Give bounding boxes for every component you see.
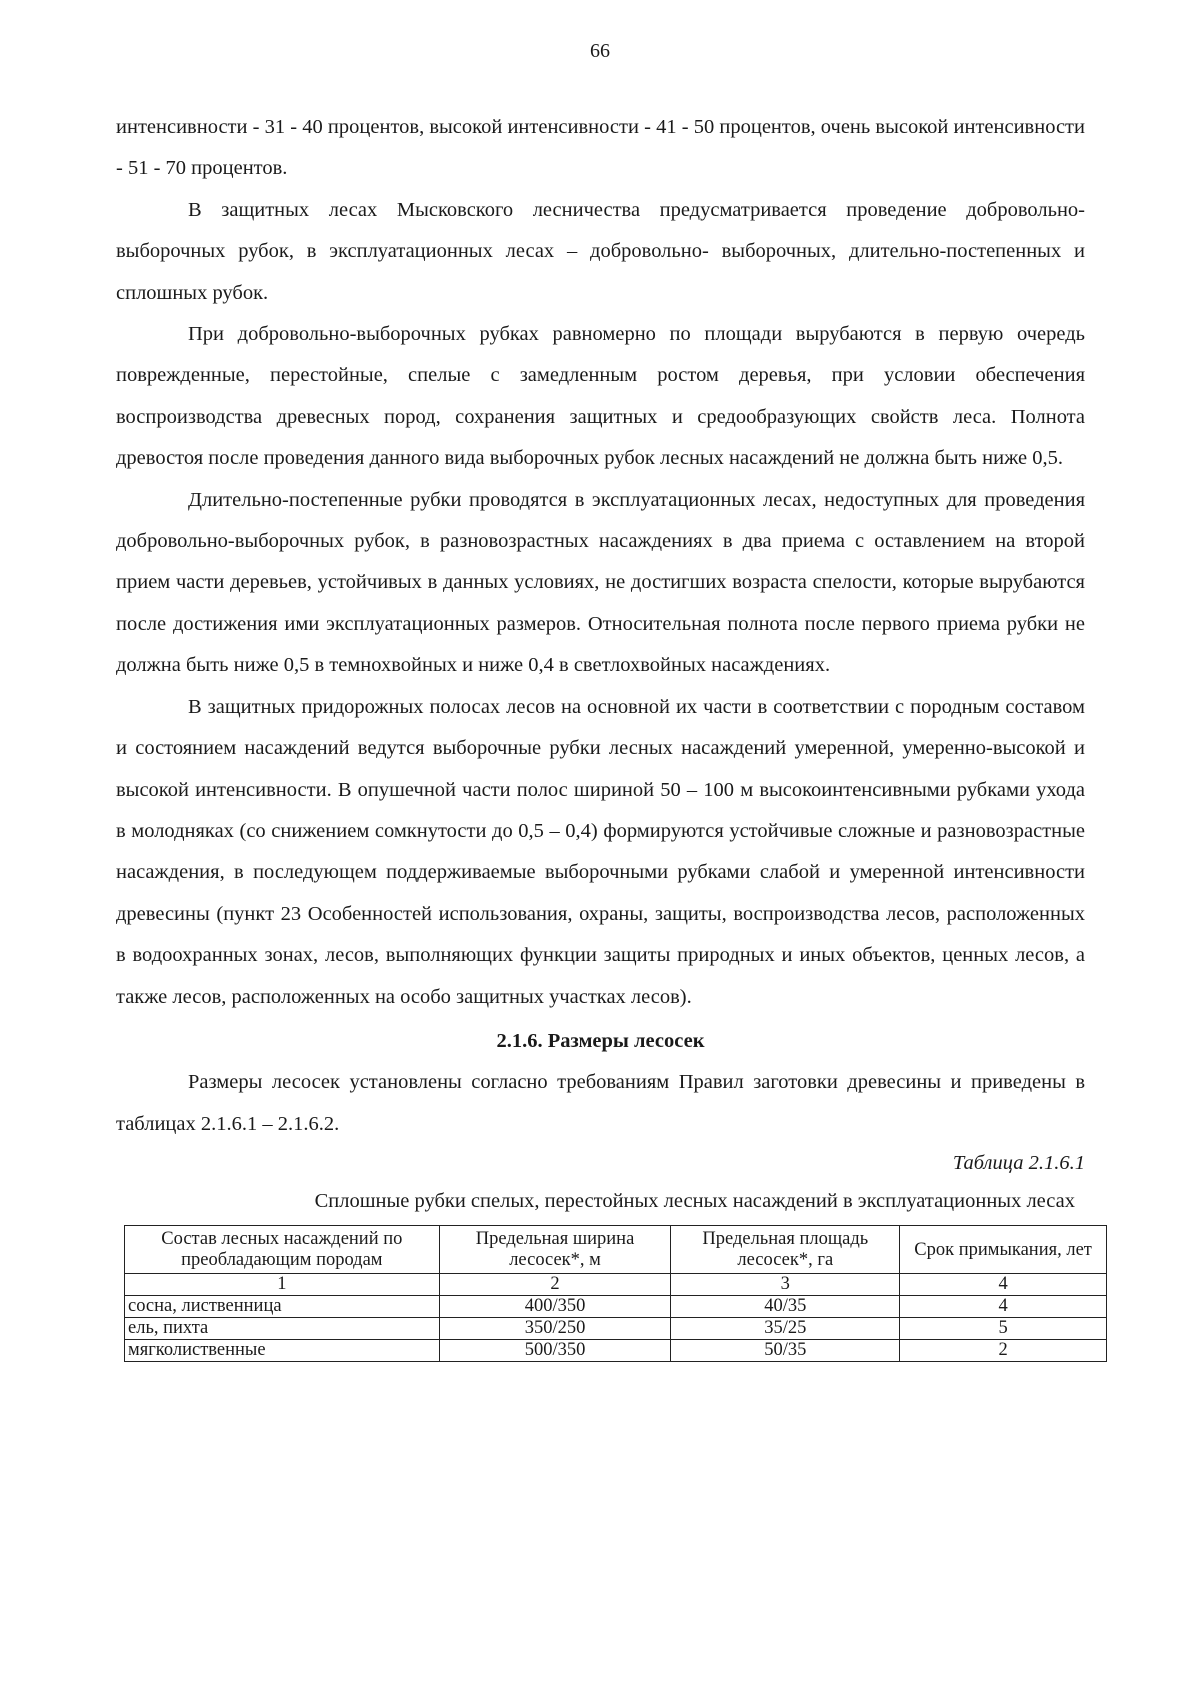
table-cell: 35/25 bbox=[671, 1318, 900, 1340]
paragraph-selective-cutting: При добровольно-выборочных рубках равномерно по площади вырубаются в первую очередь поврежденные, перестойные, спелые с замедленным ростом деревья, при условии обеспечения воспроизводства древесных пород, сохранения защитных и средообразующих свойств леса. Полнота древостоя после проведения данного вида выборочных рубок лесных насаждений не должна быть ниже 0,5. bbox=[116, 323, 1085, 470]
header-max-area: Предельная площадь лесосек*, га bbox=[671, 1226, 900, 1274]
table-cell: 500/350 bbox=[439, 1340, 671, 1362]
column-number: 2 bbox=[439, 1274, 671, 1296]
paragraph-gradual-cutting: Длительно-постепенные рубки проводятся в эксплуатационных лесах, недоступных для проведения добровольно-выборочных рубок, в разновозрастных насаждениях в два приема с оставлением на второй прием части деревьев, устойчивых в данных условиях, не достигших возраста спелости, которые вырубаются после достижения ими эксплуатационных размеров. Относительная полнота после первого приема рубки не должна быть ниже 0,5 в темнохвойных и ниже 0,4 в светлохвойных насаждениях. bbox=[116, 488, 1085, 677]
table-label: Таблица 2.1.6.1 bbox=[952, 1152, 1085, 1175]
table-cell: 4 bbox=[900, 1296, 1107, 1318]
paragraph-protective-forests: В защитных лесах Мысковского лесничества предусматривается проведение добровольно-выборочных рубок, в эксплуатационных лесах – добровольно- выборочных, длительно-постепенных и сплошных рубок. bbox=[116, 198, 1085, 304]
document-body bbox=[116, 107, 1092, 1362]
column-number: 4 bbox=[900, 1274, 1107, 1296]
table-cell: 40/35 bbox=[671, 1296, 900, 1318]
table-cell: сосна, лиственница bbox=[125, 1296, 440, 1318]
cutting-size-table bbox=[124, 1225, 1107, 1362]
table-caption: Сплошные рубки спелых, перестойных лесных насаждений в эксплуатационных лесах bbox=[314, 1190, 1075, 1213]
column-number: 3 bbox=[671, 1274, 900, 1296]
paragraph-roadside-strips: В защитных придорожных полосах лесов на основной их части в соответствии с породным составом и состоянием насаждений ведутся выборочные рубки лесных насаждений умеренной, умеренно-высокой и высокой интенсивности. В опушечной части полос шириной 50 – 100 м высокоинтенсивными рубками ухода в молодняках (со снижением сомкнутости до 0,5 – 0,4) формируются устойчивые сложные и разновозрастные насаждения, в последующем поддерживаемые выборочными рубками слабой и умеренной интенсивности древесины (пункт 23 Особенностей использования, охраны, защиты, воспроизводства лесов, расположенных в водоохранных зонах, лесов, выполняющих функции защиты природных и иных объектов, ценных лесов, а также лесов, расположенных на особо защитных участках лесов). bbox=[116, 695, 1085, 1008]
table-cell: 400/350 bbox=[439, 1296, 671, 1318]
table-cell: 2 bbox=[900, 1340, 1107, 1362]
header-adjacency-term: Срок примыкания, лет bbox=[900, 1226, 1107, 1274]
table-row bbox=[125, 1296, 1107, 1318]
table-column-numbers-row bbox=[125, 1274, 1107, 1296]
table-cell: 5 bbox=[900, 1318, 1107, 1340]
section-heading: 2.1.6. Размеры лесосек bbox=[496, 1029, 705, 1052]
column-number: 1 bbox=[125, 1274, 440, 1296]
paragraph-continuation: интенсивности - 31 - 40 процентов, высокой интенсивности - 41 - 50 процентов, очень высокой интенсивности - 51 - 70 процентов. bbox=[116, 116, 1085, 180]
table-cell: 50/35 bbox=[671, 1340, 900, 1362]
table-header-row bbox=[125, 1226, 1107, 1274]
header-composition: Состав лесных насаждений по преобладающим породам bbox=[125, 1226, 440, 1274]
table-row bbox=[125, 1318, 1107, 1340]
table-row bbox=[125, 1340, 1107, 1362]
header-max-width: Предельная ширина лесосек*, м bbox=[439, 1226, 671, 1274]
table-cell: ель, пихта bbox=[125, 1318, 440, 1340]
table-cell: мягколиственные bbox=[125, 1340, 440, 1362]
page-number: 66 bbox=[590, 40, 610, 62]
section-intro: Размеры лесосек установлены согласно требованиям Правил заготовки древесины и приведены в таблицах 2.1.6.1 – 2.1.6.2. bbox=[116, 1071, 1085, 1135]
table-cell: 350/250 bbox=[439, 1318, 671, 1340]
